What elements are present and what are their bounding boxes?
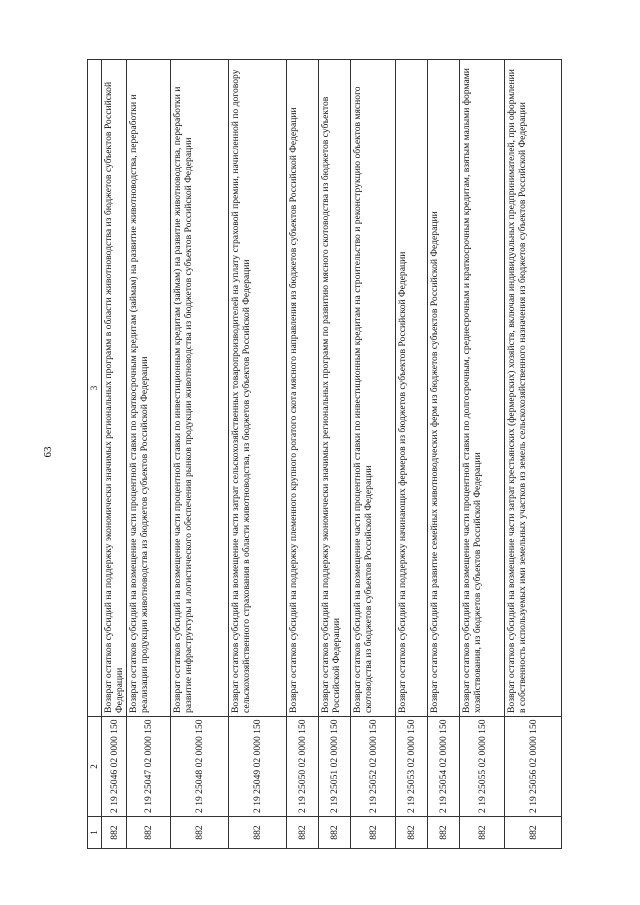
table-row [428,60,460,849]
description-cell: Возврат остатков субсидий на поддержку племенного крупного рогатого скота мясного направления из бюджетов субъектов Российской Федерации [287,60,319,717]
table-row [460,60,505,849]
table-row [171,60,229,849]
budget-code-cell: 2 19 25050 02 0000 150 [287,717,319,817]
admin-code-cell: 882 [505,817,562,849]
budget-codes-table [87,59,562,849]
admin-code-cell: 882 [351,817,396,849]
header-col-1: 1 [88,817,102,849]
table-row [396,60,428,849]
budget-code-cell: 2 19 25049 02 0000 150 [229,717,287,817]
table-header-row [88,60,102,849]
description-cell: Возврат остатков субсидий на поддержку экономически значимых региональных программ в области животноводства из бюджетов субъектов Российской Федерации [102,60,127,717]
description-cell: Возврат остатков субсидий на развитие семейных животноводческих ферм из бюджетов субъектов Российской Федерации [428,60,460,717]
admin-code-cell: 882 [396,817,428,849]
budget-code-cell: 2 19 25056 02 0000 150 [505,717,562,817]
header-col-3: 3 [88,60,102,717]
admin-code-cell: 882 [319,817,351,849]
budget-code-cell: 2 19 25055 02 0000 150 [460,717,505,817]
table-row [102,60,127,849]
admin-code-cell: 882 [229,817,287,849]
table-row [229,60,287,849]
admin-code-cell: 882 [171,817,229,849]
table-row [505,60,562,849]
document-table-container [87,59,555,849]
description-cell: Возврат остатков субсидий на возмещение части процентной ставки по долгосрочным, среднесрочным и краткосрочным кредитам, взятым малыми формами хозяйствования, из бюджетов субъектов Российской Федерации [460,60,505,717]
description-cell: Возврат остатков субсидий на возмещение части процентной ставки по краткосрочным кредитам (займам) на развитие животноводства, переработки и реализации продукции животноводства из бюджетов субъектов Российской Федерации [127,60,171,717]
table-row [127,60,171,849]
table-row [319,60,351,849]
budget-code-cell: 2 19 25053 02 0000 150 [396,717,428,817]
description-cell: Возврат остатков субсидий на поддержку экономически значимых региональных программ по развитию мясного скотоводства из бюджетов субъектов Российской Федерации [319,60,351,717]
description-cell: Возврат остатков субсидий на возмещение части процентной ставки по инвестиционным кредитам (займам) на развитие животноводства, переработки и развитие инфраструктуры и логистического обеспечения рынков продукции животноводства из бюджетов субъектов Российской Федерации [171,60,229,717]
admin-code-cell: 882 [428,817,460,849]
admin-code-cell: 882 [102,817,127,849]
budget-code-cell: 2 19 25051 02 0000 150 [319,717,351,817]
admin-code-cell: 882 [287,817,319,849]
description-cell: Возврат остатков субсидий на возмещение части затрат крестьянских (фермерских) хозяйств, включая индивидуальных предпринимателей, при оформлении в собственность используемых ими земельных участков из земель сельскохозяйственного назначения из бюджетов субъектов Российской Федерации [505,60,562,717]
budget-code-cell: 2 19 25052 02 0000 150 [351,717,396,817]
table-row [287,60,319,849]
description-cell: Возврат остатков субсидий на поддержку начинающих фермеров из бюджетов субъектов Российской Федерации [396,60,428,717]
admin-code-cell: 882 [460,817,505,849]
admin-code-cell: 882 [127,817,171,849]
budget-code-cell: 2 19 25047 02 0000 150 [127,717,171,817]
budget-code-cell: 2 19 25046 02 0000 150 [102,717,127,817]
table-row [351,60,396,849]
description-cell: Возврат остатков субсидий на возмещение части затрат сельскохозяйственных товаропроизводителей на уплату страховой премии, начисленной по договору сельскохозяйственного страхования в области животноводства, из бюджетов субъектов Российской Федерации [229,60,287,717]
budget-code-cell: 2 19 25054 02 0000 150 [428,717,460,817]
budget-code-cell: 2 19 25048 02 0000 150 [171,717,229,817]
header-col-2: 2 [88,717,102,817]
description-cell: Возврат остатков субсидий на возмещение части процентной ставки по инвестиционным кредитам на строительство и реконструкцию объектов мясного скотоводства из бюджетов субъектов Российской Федерации [351,60,396,717]
page-number: 63 [42,446,54,458]
